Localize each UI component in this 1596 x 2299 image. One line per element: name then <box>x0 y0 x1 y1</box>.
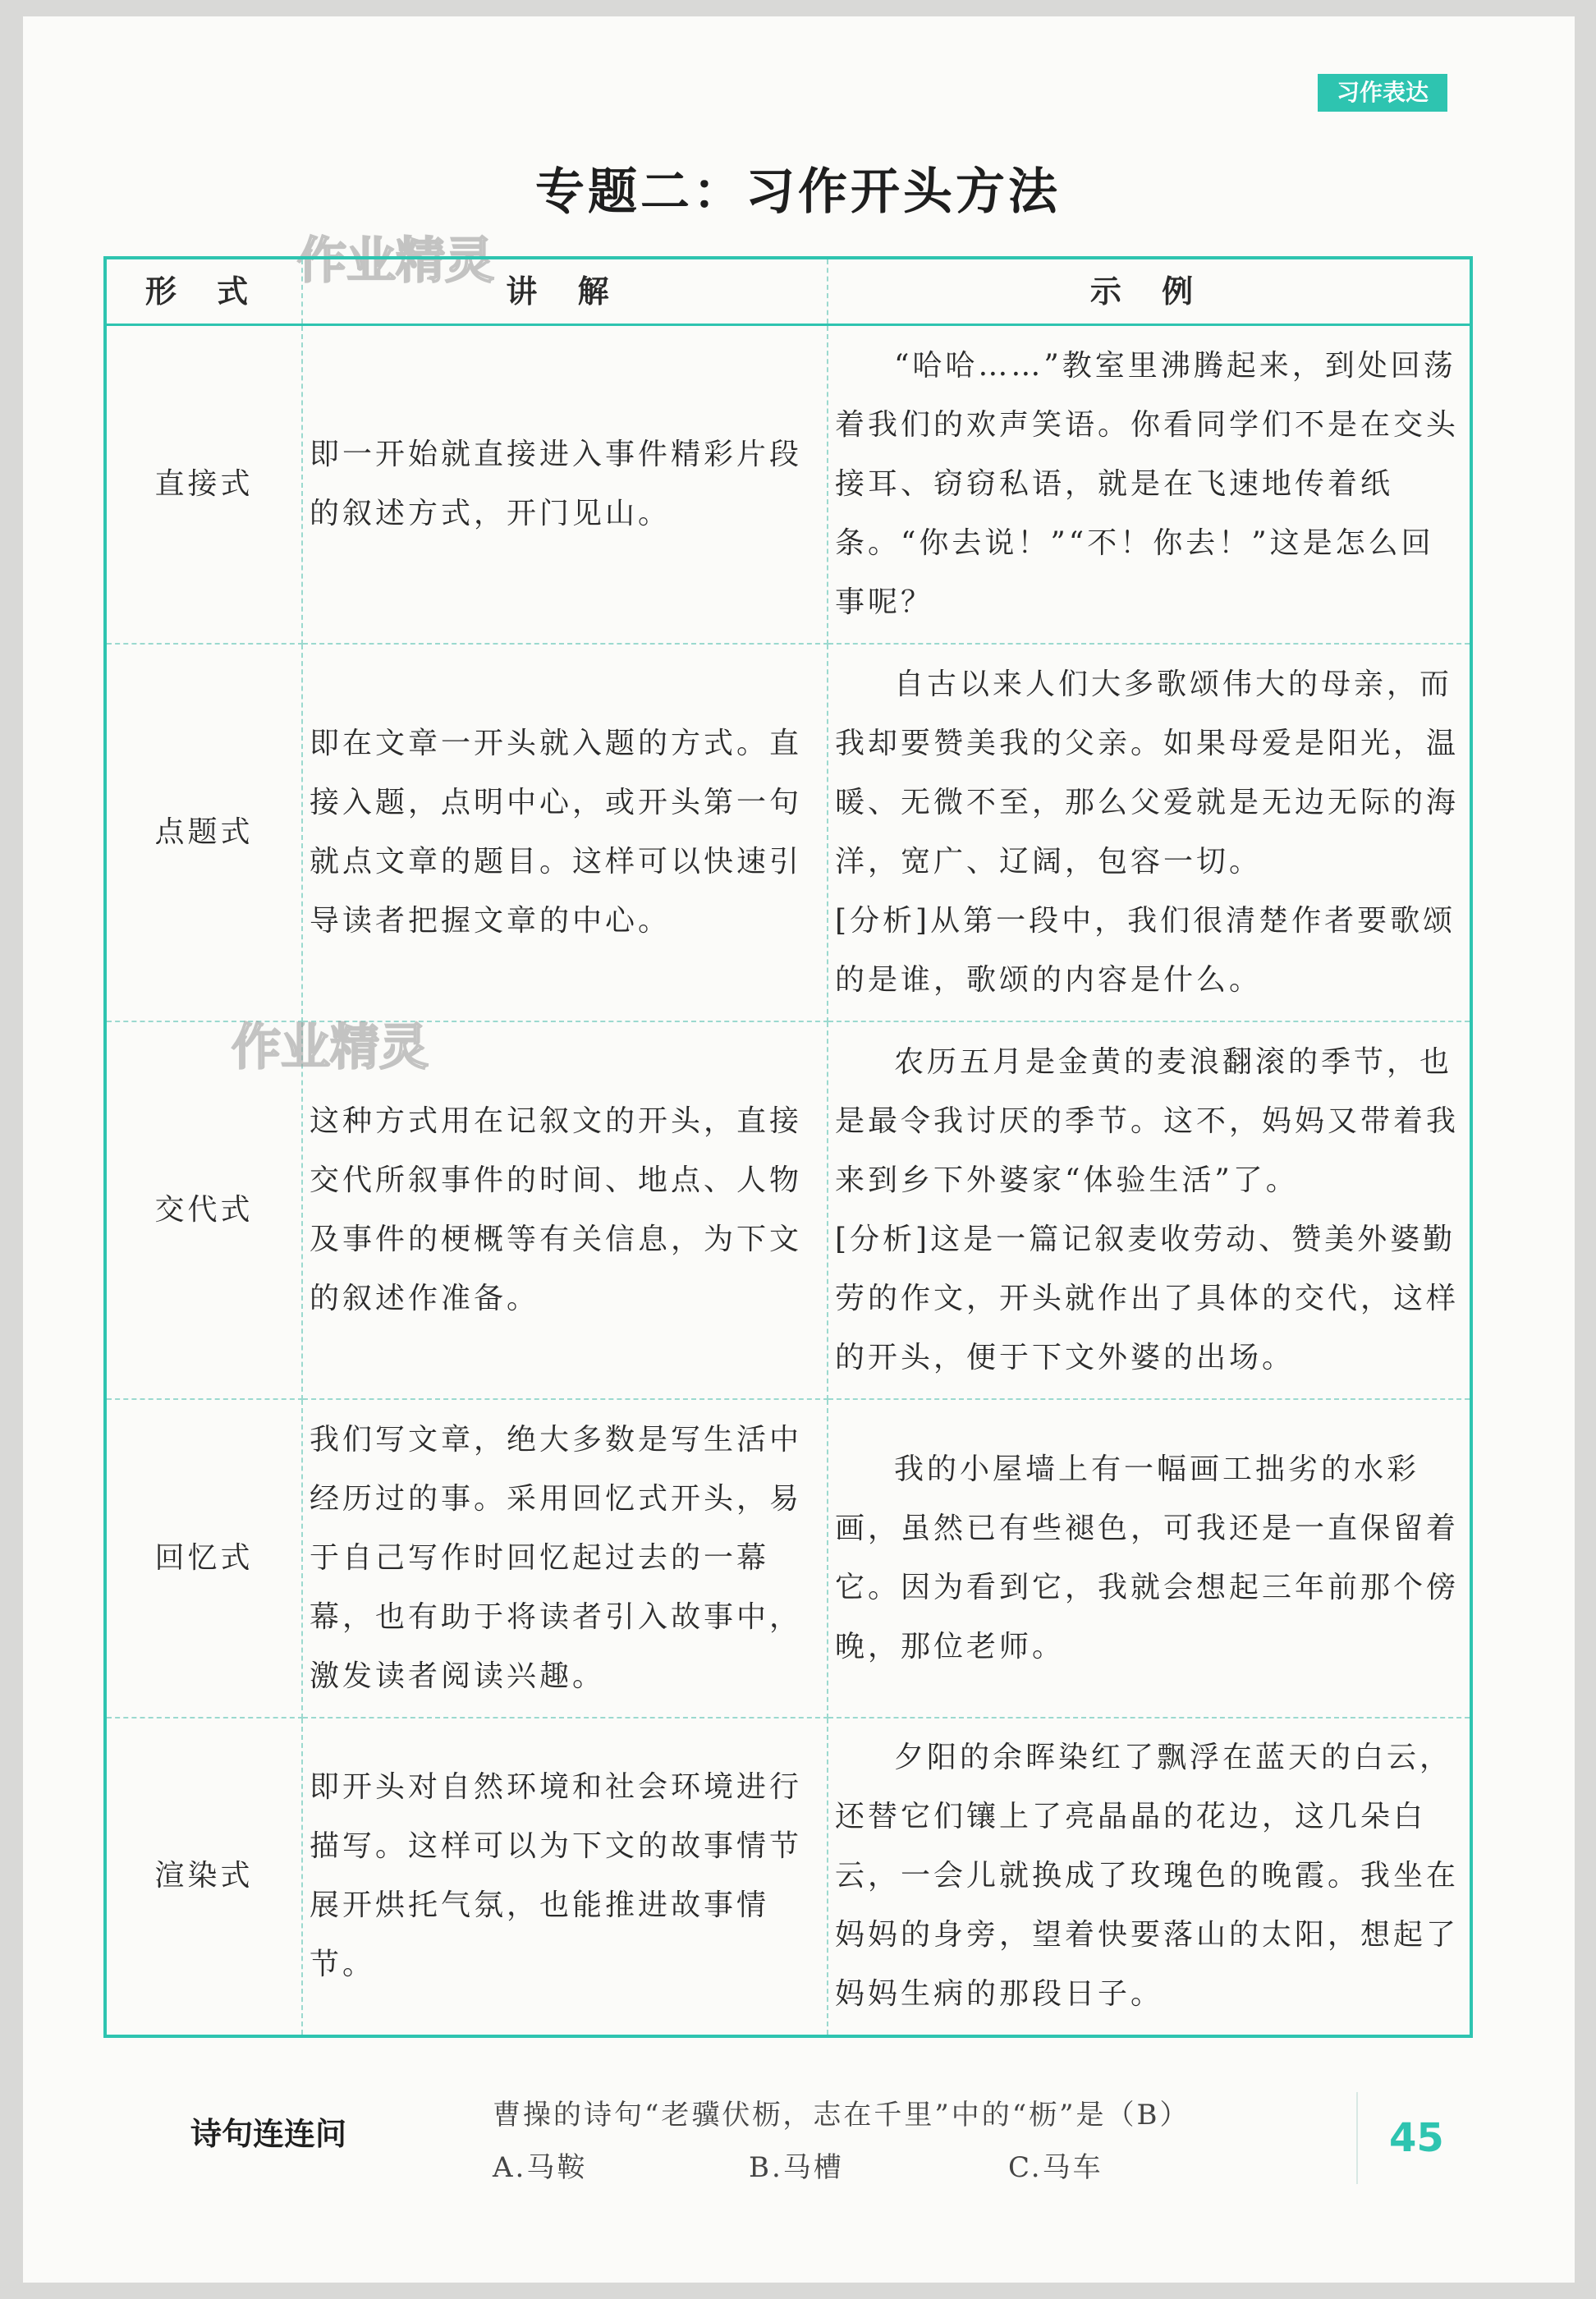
explain-cell: 即在文章一开头就入题的方式。直接入题，点明中心，或开头第一句就点文章的题目。这样可以快速引导读者把握文章的中心。 <box>302 644 828 1021</box>
page-title: 专题二：习作开头方法 <box>535 163 1061 221</box>
watermark: 作业精灵 <box>232 1019 429 1076</box>
table-header-row <box>105 258 1471 325</box>
example-text: 我的小屋墙上有一幅画工拙劣的水彩画，虽然已有些褪色，可我还是一直保留着它。因为看到它，我就会想起三年前那个傍晚，那位老师。 <box>835 1452 1460 1663</box>
option-c: C.马车 <box>1008 2151 1103 2184</box>
example-text: 自古以来人们大多歌颂伟大的母亲，而我却要赞美我的父亲。如果母爱是阳光，温暖、无微不至，那么父爱就是无边无际的海洋，宽广、辽阔，包容一切。 <box>835 667 1460 879</box>
example-cell <box>828 1399 1471 1718</box>
header-explain: 讲 解 <box>302 258 828 325</box>
analysis-text: [分析]从第一段中，我们很清楚作者要歌颂的是谁，歌颂的内容是什么。 <box>835 903 1456 997</box>
footer-divider <box>1356 2092 1358 2184</box>
explain-cell: 即一开始就直接进入事件精彩片段的叙述方式，开门见山。 <box>302 325 828 644</box>
explain-cell: 即开头对自然环境和社会环境进行描写。这样可以为下文的故事情节展开烘托气氛，也能推进故事情节。 <box>302 1718 828 2036</box>
example-cell <box>828 1021 1471 1399</box>
example-cell <box>828 325 1471 644</box>
example-text: “哈哈……”教室里沸腾起来，到处回荡着我们的欢声笑语。你看同学们不是在交头接耳、窃窃私语，就是在飞速地传着纸条。“你去说！”“不！你去！”这是怎么回事呢？ <box>835 348 1460 619</box>
watermark: 作业精灵 <box>297 232 494 290</box>
example-text: 农历五月是金黄的麦浪翻滚的季节，也是最令我讨厌的季节。这不，妈妈又带着我来到乡下外婆家“体验生活”了。 <box>835 1044 1460 1197</box>
option-b: B.马槽 <box>749 2151 844 2184</box>
example-cell <box>828 1718 1471 2036</box>
explain-cell: 我们写文章，绝大多数是写生活中经历过的事。采用回忆式开头，易于自己写作时回忆起过去的一幕幕，也有助于将读者引入故事中，激发读者阅读兴趣。 <box>302 1399 828 1718</box>
example-cell <box>828 644 1471 1021</box>
table-row <box>105 1399 1471 1718</box>
table-row <box>105 644 1471 1021</box>
explain-cell: 这种方式用在记叙文的开头，直接交代所叙事件的时间、地点、人物及事件的梗概等有关信息，为下文的叙述作准备。 <box>302 1021 828 1399</box>
methods-table <box>103 256 1473 2038</box>
form-cell: 交代式 <box>105 1021 302 1399</box>
example-text: 夕阳的余晖染红了飘浮在蓝天的白云，还替它们镶上了亮晶晶的花边，这几朵白云，一会儿就换成了玫瑰色的晚霞。我坐在妈妈的身旁，望着快要落山的太阳，想起了妈妈生病的那段日子。 <box>835 1741 1460 2011</box>
table-row <box>105 325 1471 644</box>
form-cell: 回忆式 <box>105 1399 302 1718</box>
header-example: 示 例 <box>828 258 1471 325</box>
form-cell: 直接式 <box>105 325 302 644</box>
section-tag: 习作表达 <box>1318 74 1447 112</box>
footer-question: 曹操的诗句“老骥伏枥，志在千里”中的“枥”是（B） <box>493 2099 1190 2132</box>
header-form: 形 式 <box>105 258 302 325</box>
analysis-text: [分析]这是一篇记叙麦收劳动、赞美外婆勤劳的作文，开头就作出了具体的交代，这样的开头，便于下文外婆的出场。 <box>835 1222 1460 1374</box>
option-a: A.马鞍 <box>493 2151 588 2184</box>
form-cell: 点题式 <box>105 644 302 1021</box>
form-cell: 渲染式 <box>105 1718 302 2036</box>
table-row <box>105 1718 1471 2036</box>
footer-label: 诗句连连问 <box>190 2116 347 2152</box>
page-number: 45 <box>1389 2115 1444 2161</box>
